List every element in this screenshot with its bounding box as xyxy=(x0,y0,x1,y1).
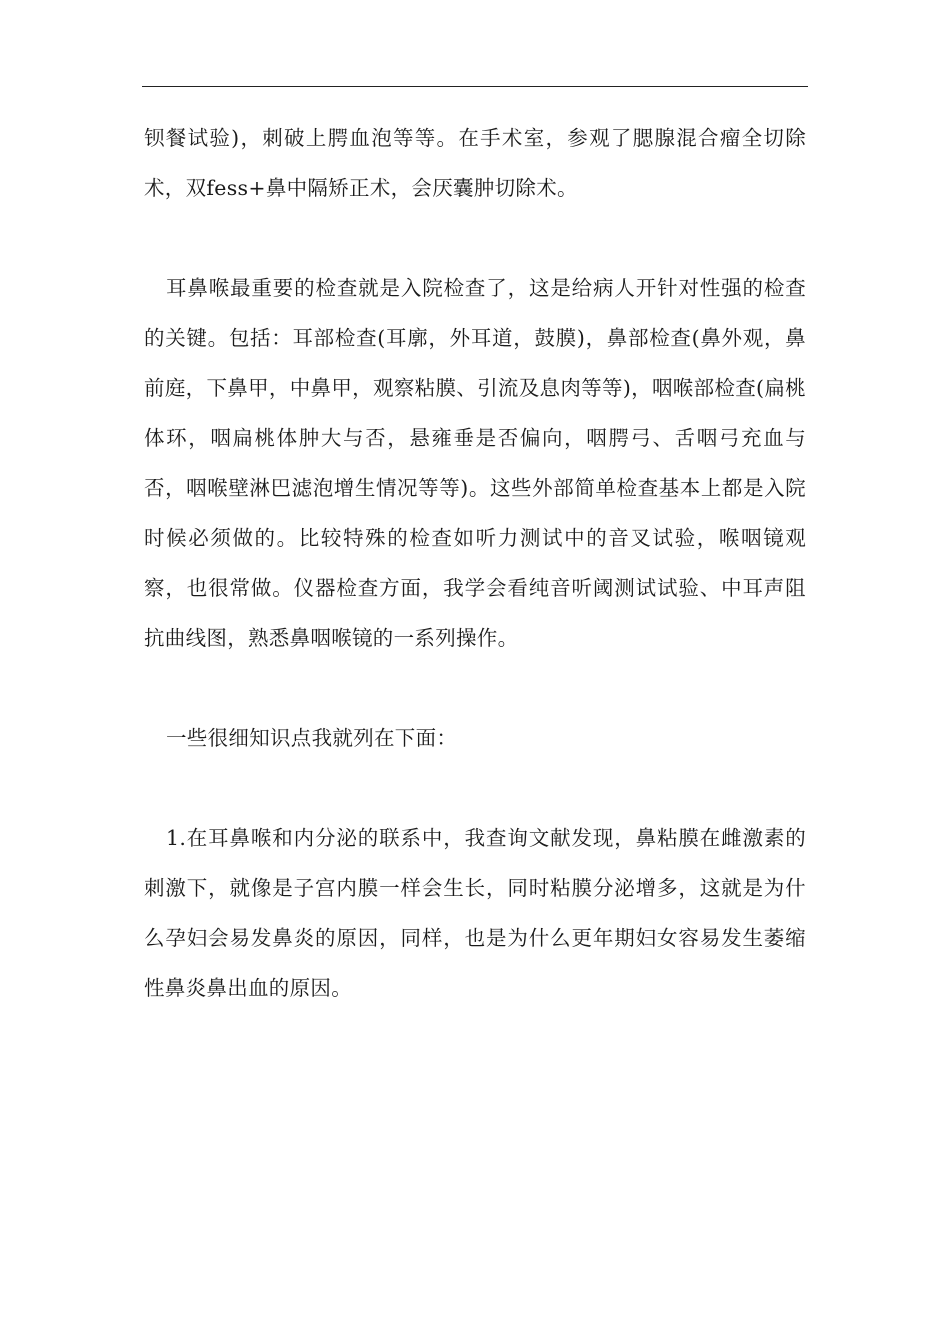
paragraph-gap xyxy=(144,213,806,263)
paragraph-continuation: 钡餐试验)，刺破上腭血泡等等。在手术室，参观了腮腺混合瘤全切除术，双fess+鼻中隔矫正术，会厌囊肿切除术。 xyxy=(144,126,806,200)
paragraph-entrance-exam: 耳鼻喉最重要的检查就是入院检查了，这是给病人开针对性强的检查的关键。包括：耳部检查(耳廓，外耳道，鼓膜)，鼻部检查(鼻外观，鼻前庭，下鼻甲，中鼻甲，观察粘膜、引流及息肉等等)，咽喉部检查(扁桃体环，咽扁桃体肿大与否，悬雍垂是否偏向，咽腭弓、舌咽弓充血与否，咽喉壁淋巴滤泡增生情况等等)。这些外部简单检查基本上都是入院时候必须做的。比较特殊的检查如听力测试中的音叉试验，喉咽镜观察，也很常做。仪器检查方面，我学会看纯音听阈测试试验、中耳声阻抗曲线图，熟悉鼻咽喉镜的一系列操作。 xyxy=(144,276,806,650)
paragraph-gap xyxy=(144,663,806,713)
paragraph-gap xyxy=(144,763,806,813)
paragraph-item-1: 1.在耳鼻喉和内分泌的联系中，我查询文献发现，鼻粘膜在雌激素的刺激下，就像是子宫内膜一样会生长，同时粘膜分泌增多，这就是为什么孕妇会易发鼻炎的原因，同样，也是为什么更年期妇女容易发生萎缩性鼻炎鼻出血的原因。 xyxy=(144,826,806,1000)
header-rule xyxy=(142,86,808,87)
paragraph-knowledge-intro: 一些很细知识点我就列在下面： xyxy=(166,726,458,750)
document-body xyxy=(144,113,806,1013)
